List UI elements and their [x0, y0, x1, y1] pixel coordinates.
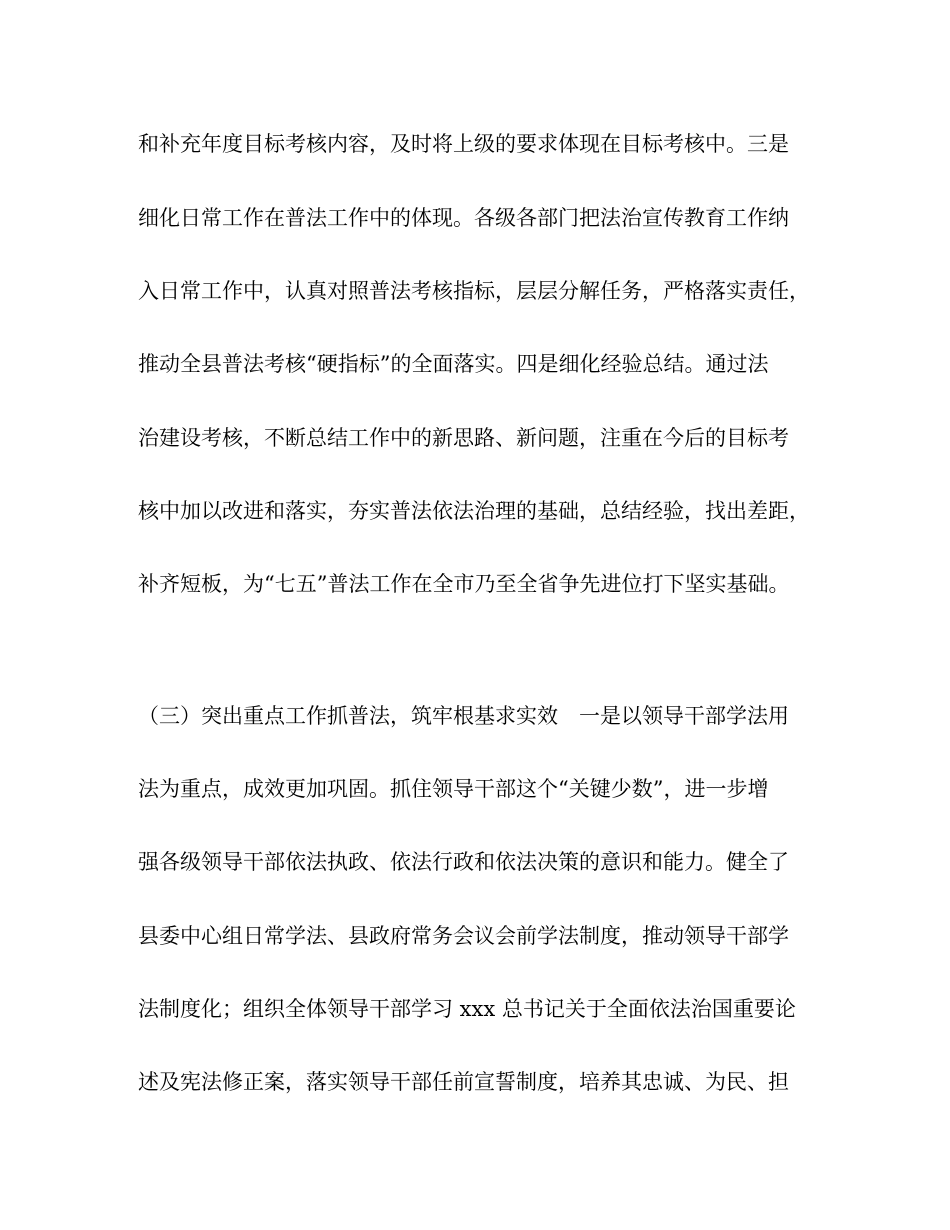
paragraph-1-line-5: 治建设考核，不断总结工作中的新思路、新问题，注重在今后的目标考	[138, 426, 789, 450]
paragraph-2-line-2: 法为重点，成效更加巩固。抓住领导干部这个“关键少数”，进一步增	[138, 777, 769, 801]
paragraph-1-line-6: 核中加以改进和落实，夯实普法依法治理的基础，总结经验，找出差距，	[138, 499, 810, 523]
paragraph-1-line-1: 和补充年度目标考核内容，及时将上级的要求体现在目标考核中。三是	[138, 132, 789, 156]
paragraph-1-line-7: 补齐短板，为“七五”普法工作在全市乃至全省争先进位打下坚实基础。	[138, 572, 790, 596]
paragraph-1-line-3: 入日常工作中，认真对照普法考核指标，层层分解任务，严格落实责任，	[138, 279, 810, 303]
paragraph-2-line-1: （三）突出重点工作抓普法，筑牢根基求实效 一是以领导干部学法用	[138, 704, 789, 728]
paragraph-2-line-3: 强各级领导干部依法执政、依法行政和依法决策的意识和能力。健全了	[138, 850, 789, 874]
paragraph-2-line-6: 述及宪法修正案，落实领导干部任前宣誓制度，培养其忠诚、为民、担	[138, 1070, 789, 1094]
paragraph-1-line-4: 推动全县普法考核“硬指标”的全面落实。四是细化经验总结。通过法	[138, 352, 769, 376]
paragraph-2-line-5: 法制度化；组织全体领导干部学习 xxx 总书记关于全面依法治国重要论	[138, 997, 796, 1021]
paragraph-2-line-4: 县委中心组日常学法、县政府常务会议会前学法制度，推动领导干部学	[138, 924, 789, 948]
paragraph-1-line-2: 细化日常工作在普法工作中的体现。各级各部门把法治宣传教育工作纳	[138, 206, 789, 230]
